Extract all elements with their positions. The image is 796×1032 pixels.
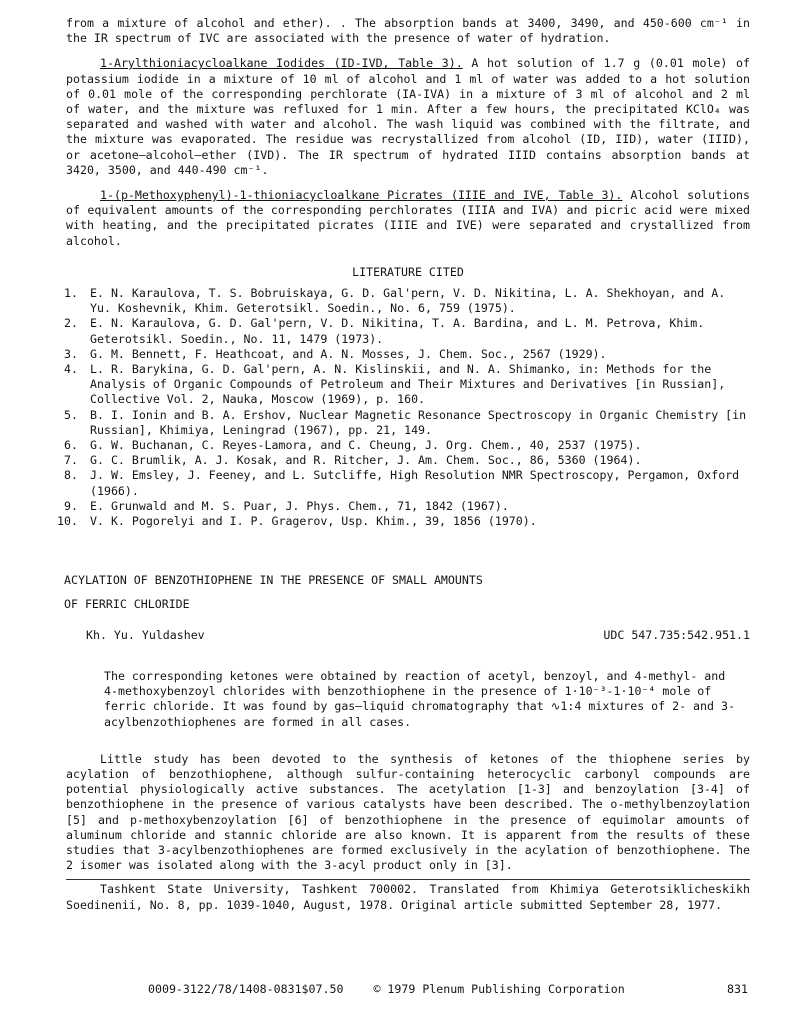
reference-number: 2. — [64, 316, 78, 331]
reference-item — [66, 408, 750, 438]
reference-item — [66, 362, 750, 408]
reference-text: J. W. Emsley, J. Feeney, and L. Sutcliffe, High Resolution NMR Spectroscopy, Pergamon, Oxford (1966). — [90, 468, 740, 498]
reference-item — [66, 347, 750, 362]
page-footer — [148, 982, 748, 997]
reference-number: 10. — [57, 514, 78, 529]
reference-text: G. W. Buchanan, C. Reyes-Lamora, and C. Cheung, J. Org. Chem., 40, 2537 (1975). — [90, 438, 642, 453]
reference-number: 8. — [64, 468, 78, 483]
reference-item — [66, 499, 750, 514]
reference-number: 5. — [64, 407, 78, 422]
literature-heading: LITERATURE CITED — [352, 264, 464, 279]
picrates-paragraph — [66, 188, 750, 249]
author-name: Kh. Yu. Yuldashev — [86, 627, 205, 642]
copyright-notice: © 1979 Plenum Publishing Corporation — [373, 982, 625, 996]
article-title-line-1: ACYLATION OF BENZOTHIOPHENE IN THE PRESENCE OF SMALL AMOUNTS — [64, 573, 483, 588]
reference-item — [66, 468, 750, 498]
affiliation-footnote: Tashkent State University, Tashkent 700002. Translated from Khimiya Geterotsiklicheskikh Soedinenii, No. 8, pp. 1039-1040, August, 1978. Original article submitted September 28, 1977. — [66, 882, 750, 912]
article-title-line-2: OF FERRIC CHLORIDE — [64, 596, 190, 611]
reference-text: V. K. Pogorelyi and I. P. Gragerov, Usp. Khim., 39, 1856 (1970). — [90, 514, 537, 529]
reference-text: E. Grunwald and M. S. Puar, J. Phys. Chem., 71, 1842 (1967). — [90, 498, 509, 513]
picrates-heading: 1-(p-Methoxyphenyl)-1-thioniacycloalkane Picrates (IIIE and IVE, Table 3). — [100, 188, 623, 203]
udc-code: UDC 547.735:542.951.1 — [603, 627, 750, 642]
reference-item — [66, 316, 750, 346]
continuation-paragraph: from a mixture of alcohol and ether). . The absorption bands at 3400, 3490, and 450-600 cm⁻¹ in the IR spectrum of IVC are associated with the presence of water of hydration. — [66, 16, 750, 46]
reference-text: E. N. Karaulova, G. D. Gal'pern, V. D. Nikitina, T. A. Bardina, and L. M. Petrova, Khim. Geterotsikl. Soedin., No. 11, 1479 (1973). — [90, 316, 705, 346]
author-row — [86, 628, 750, 643]
iodides-body: A hot solution of 1.7 g (0.01 mole) of potassium iodide in a mixture of 10 ml of alcohol and 1 ml of water was added to a hot solution of 0.01 mole of the corresponding perchlorate (IA-IVA) in a mixture of 3 ml of alcohol and 2 ml of water, and the mixture was refluxed for 1 min. After a few hours, the precipitated KClO₄ was separated and washed with water and alcohol. The wash liquid was combined with the filtrate, and the mixture was evaporated. The residue was recrystallized from alcohol (ID, IID), water (IIID), or acetone—alcohol—ether (IVD). The IR spectrum of hydrated IIID contains absorption bands at 3420, 3500, and 440-490 cm⁻¹. — [66, 56, 750, 177]
reference-item — [66, 286, 750, 316]
iodides-paragraph — [66, 56, 750, 178]
page-content — [57, 16, 751, 913]
reference-number: 7. — [64, 453, 78, 468]
abstract: The corresponding ketones were obtained by reaction of acetyl, benzoyl, and 4-methyl- and 4-methoxybenzoyl chlorides with benzothiophene in the presence of 1·10⁻³-1·10⁻⁴ mole of ferric chloride. It was found by gas—liquid chromatography that ∿1:4 mixtures of 2- and 3-acylbenzothiophenes are formed in all cases. — [104, 668, 735, 729]
picrates-body: Alcohol solutions of equivalent amounts of the corresponding perchlorates (IIIA and IVA) and picric acid were mixed with heating, and the precipitated picrates (IIIE and IVE) were separated and crystallized from alcohol. — [66, 188, 751, 248]
reference-number: 4. — [64, 362, 78, 377]
reference-item — [57, 514, 750, 529]
issn-price-code: 0009-3122/78/1408-0831$07.50 — [148, 982, 344, 996]
reference-number: 9. — [64, 498, 78, 513]
reference-number: 1. — [64, 286, 78, 301]
reference-text: E. N. Karaulova, T. S. Bobruiskaya, G. D. Gal'pern, V. D. Nikitina, L. A. Shekhoyan, and A. Yu. Koshevnik, Khim. Geterotsikl. Soedin., No. 6, 759 (1975). — [90, 286, 726, 316]
reference-text: G. C. Brumlik, A. J. Kosak, and R. Ritcher, J. Am. Chem. Soc., 86, 5360 (1964). — [90, 453, 642, 468]
page-number: 831 — [727, 982, 748, 996]
intro-paragraph: Little study has been devoted to the synthesis of ketones of the thiophene series by acylation of benzothiophene, although sulfur-containing heterocyclic carbonyl compounds are potential physiologically active substances. The acetylation [1-3] and benzoylation [3-4] of benzothiophene in the presence of various catalysts have been described. The o-methylbenzoylation [5] and p-methoxybenzoylation [6] of benzothiophene in the presence of equimolar amounts of aluminum chloride and stannic chloride are also known. It is apparent from the results of these studies that 3-acylbenzothiophenes are formed exclusively in the acylation of benzothiophene. The 2 isomer was isolated along with the 3-acyl product only in [3]. — [66, 751, 750, 873]
reference-text: B. I. Ionin and B. A. Ershov, Nuclear Magnetic Resonance Spectroscopy in Organic Chemistry [in Russian], Khimiya, Leningrad (1967), pp. 21, 149. — [90, 407, 747, 437]
reference-list — [57, 286, 750, 529]
reference-text: L. R. Barykina, G. D. Gal'pern, A. N. Kislinskii, and N. A. Shimanko, in: Methods for the Analysis of Organic Compounds of Petroleum and Their Mixtures and Derivatives [in Russian], Collective Vol. 2, Nauka, Moscow (1969), p. 160. — [90, 362, 726, 407]
reference-item — [66, 453, 750, 468]
reference-number: 6. — [64, 438, 78, 453]
footnote-divider — [66, 879, 750, 880]
reference-text: G. M. Bennett, F. Heathcoat, and A. N. Mosses, J. Chem. Soc., 2567 (1929). — [90, 346, 607, 361]
reference-item — [66, 438, 750, 453]
reference-number: 3. — [64, 346, 78, 361]
iodides-heading: 1-Arylthioniacycloalkane Iodides (ID-IVD, Table 3). — [100, 56, 463, 71]
